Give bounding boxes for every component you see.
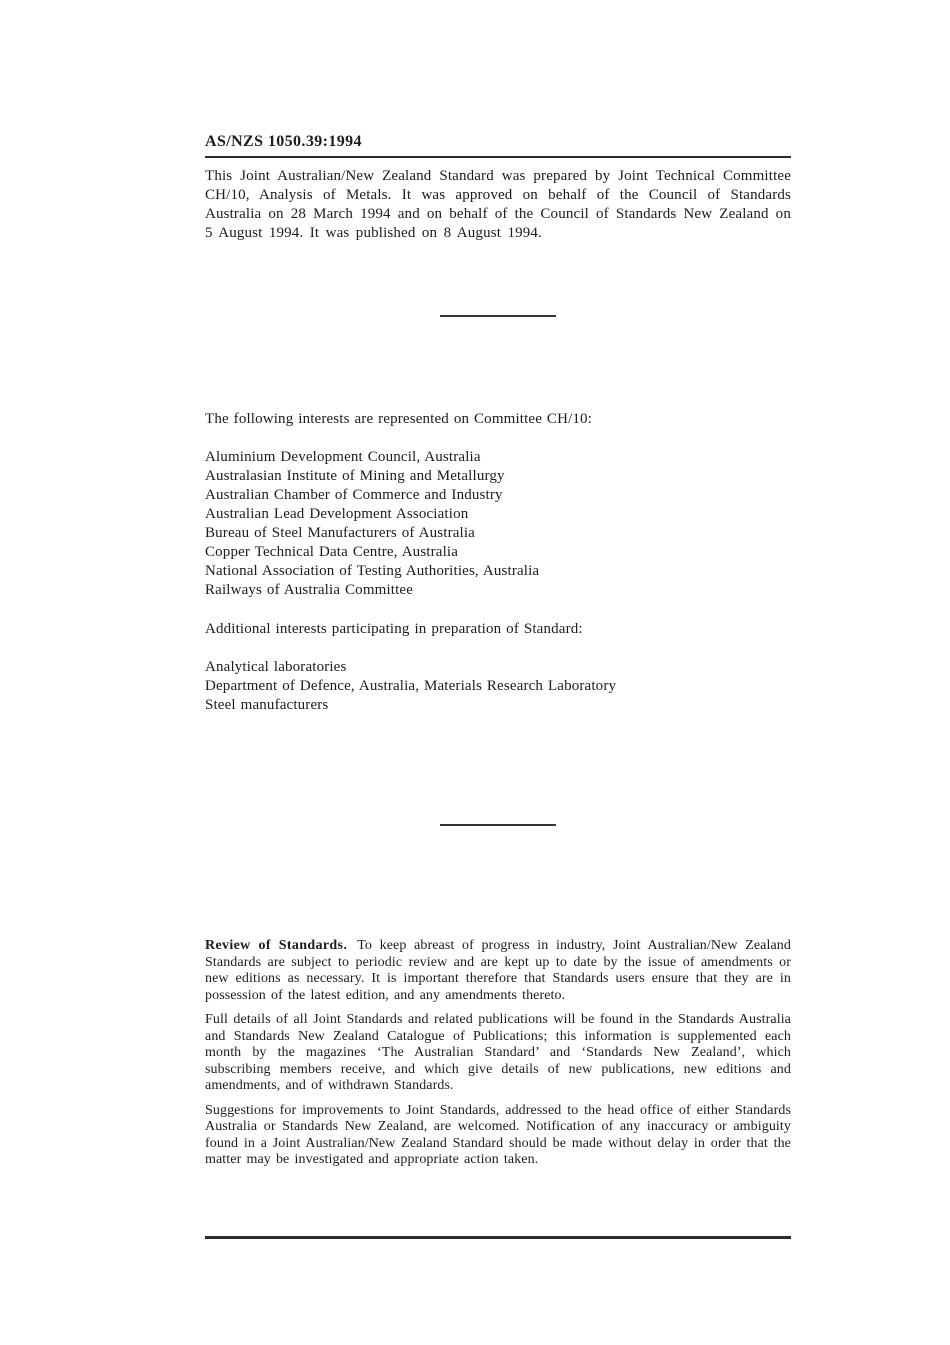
list-item: Analytical laboratories	[205, 659, 347, 675]
list-item: Bureau of Steel Manufacturers of Australia	[205, 525, 475, 541]
footer-rule	[205, 1236, 791, 1239]
list-item: Railways of Australia Committee	[205, 582, 414, 598]
additional-interests-heading: Additional interests participating in preparation of Standard:	[205, 621, 583, 637]
list-item: Australasian Institute of Mining and Metallurgy	[205, 468, 505, 484]
list-item: Copper Technical Data Centre, Australia	[205, 544, 459, 560]
list-item: Australian Chamber of Commerce and Industry	[205, 487, 503, 503]
committee-interests-heading: The following interests are represented on Committee CH/10:	[205, 411, 593, 427]
section-divider-bottom	[440, 824, 556, 826]
list-item: Steel manufacturers	[205, 697, 329, 713]
committee-interests-list	[205, 448, 791, 600]
review-lead-label: Review of Standards.	[205, 938, 348, 953]
additional-interests-list	[205, 658, 791, 715]
list-item: Australian Lead Development Association	[205, 506, 469, 522]
section-divider-top	[440, 315, 556, 317]
review-paragraph-3: Suggestions for improvements to Joint Standards, addressed to the head office of either Standards Australia or Standards New Zealand, are welcomed. Notification of any inaccuracy or ambiguity found in a Joint Australian/New Zealand Standard should be made without delay in order that the matter may be investigated and appropriate action taken.	[205, 1102, 791, 1167]
header-rule	[205, 156, 791, 158]
list-item: Aluminium Development Council, Australia	[205, 449, 481, 465]
preparation-paragraph: This Joint Australian/New Zealand Standard was prepared by Joint Technical Committee CH/10, Analysis of Metals. It was approved on behalf of the Council of Standards Australia on 28 March 1994 and on behalf of the Council of Standards New Zealand on 5 August 1994. It was published on 8 August 1994.	[205, 168, 791, 241]
standard-number-heading: AS/NZS 1050.39:1994	[205, 133, 362, 150]
list-item: National Association of Testing Authorities, Australia	[205, 563, 540, 579]
review-paragraph-1	[205, 938, 791, 1004]
list-item: Department of Defence, Australia, Materials Research Laboratory	[205, 678, 617, 694]
review-paragraph-1-text: To keep abreast of progress in industry, Joint Australian/New Zealand Standards are subject to periodic review and are kept up to date by the issue of amendments or new editions as necessary. It is important therefore that Standards users ensure that they are in possession of the latest edition, and any amendments thereto.	[205, 938, 791, 1003]
review-paragraph-2: Full details of all Joint Standards and related publications will be found in the Standards Australia and Standards New Zealand Catalogue of Publications; this information is supplemented each month by the magazines ‘The Australian Standard’ and ‘Standards New Zealand’, which subscribing members receive, and which give details of new publications, new editions and amendments, and of withdrawn Standards.	[205, 1012, 791, 1093]
review-of-standards-section	[205, 938, 791, 1169]
